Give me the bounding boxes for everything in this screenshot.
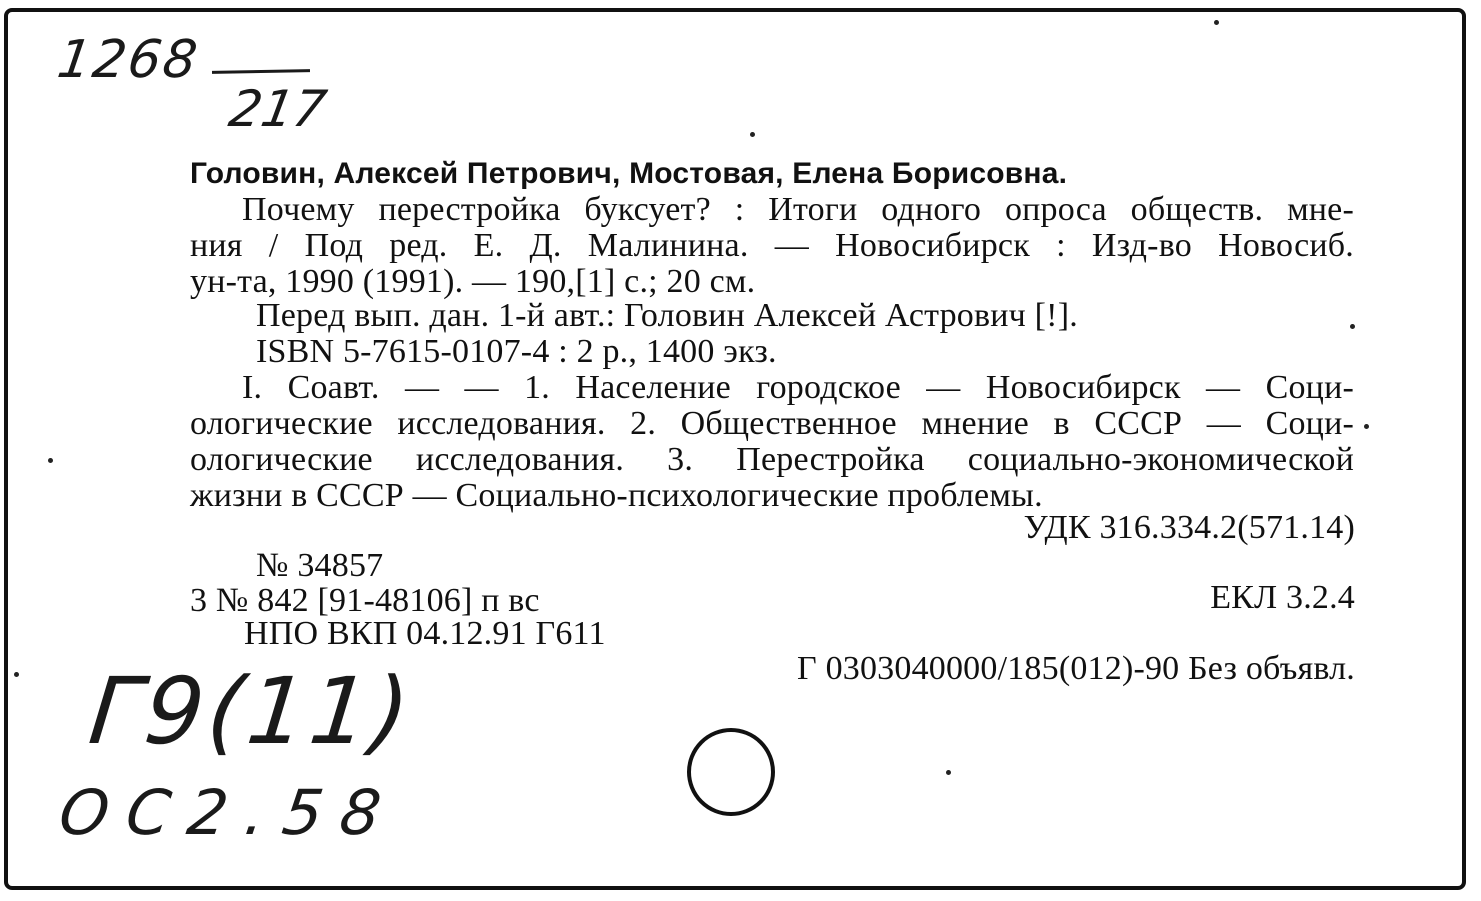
record-number: № 34857 bbox=[256, 547, 384, 584]
speck bbox=[750, 132, 755, 137]
subject-line-2: ологические исследования. 2. Общественное мнение в СССР — Соци- bbox=[190, 405, 1354, 442]
ekl-code: ЕКЛ 3.2.4 bbox=[1210, 579, 1355, 616]
handwritten-code: ОС2.58 bbox=[54, 776, 404, 849]
handwritten-shelf-mark: Г9(11) bbox=[84, 658, 419, 765]
title-line-1: Почему перестройка буксует? : Итоги одного опроса обществ. мне- bbox=[242, 191, 1354, 228]
catalog-code: Г 0303040000/185(012)-90 Без объявл. bbox=[797, 650, 1355, 687]
publisher-code: НПО ВКП 04.12.91 Г611 bbox=[244, 615, 606, 652]
speck bbox=[946, 770, 951, 775]
speck bbox=[1364, 424, 1369, 429]
card-author: Головин, Алексей Петрович, Мостовая, Елена Борисовна. bbox=[190, 157, 1068, 190]
punch-hole bbox=[687, 728, 775, 816]
subject-line-4: жизни в СССР — Социально-психологические проблемы. bbox=[190, 477, 1043, 514]
speck bbox=[48, 458, 53, 463]
title-line-3: ун-та, 1990 (1991). — 190,[1] с.; 20 см. bbox=[190, 263, 756, 300]
order-number: 3 № 842 [91-48106] п вс bbox=[190, 582, 540, 619]
udk-code: УДК 316.334.2(571.14) bbox=[1023, 509, 1355, 546]
isbn-line: ISBN 5-7615-0107-4 : 2 р., 1400 экз. bbox=[256, 333, 777, 370]
handwritten-inventory-number: 1268 bbox=[53, 30, 203, 90]
title-line-2: ния / Под ред. Е. Д. Малинина. — Новосибирск : Изд-во Новосиб. bbox=[190, 227, 1354, 264]
handwritten-fraction-number: 217 bbox=[224, 80, 331, 138]
speck bbox=[14, 672, 19, 677]
subject-line-3: ологические исследования. 3. Перестройка социально-экономической bbox=[190, 441, 1354, 478]
note-line: Перед вып. дан. 1-й авт.: Головин Алексей Астрович [!]. bbox=[256, 297, 1078, 334]
speck bbox=[1350, 324, 1355, 329]
subject-line-1: I. Соавт. — — 1. Население городское — Новосибирск — Соци- bbox=[242, 369, 1354, 406]
speck bbox=[1214, 20, 1219, 25]
